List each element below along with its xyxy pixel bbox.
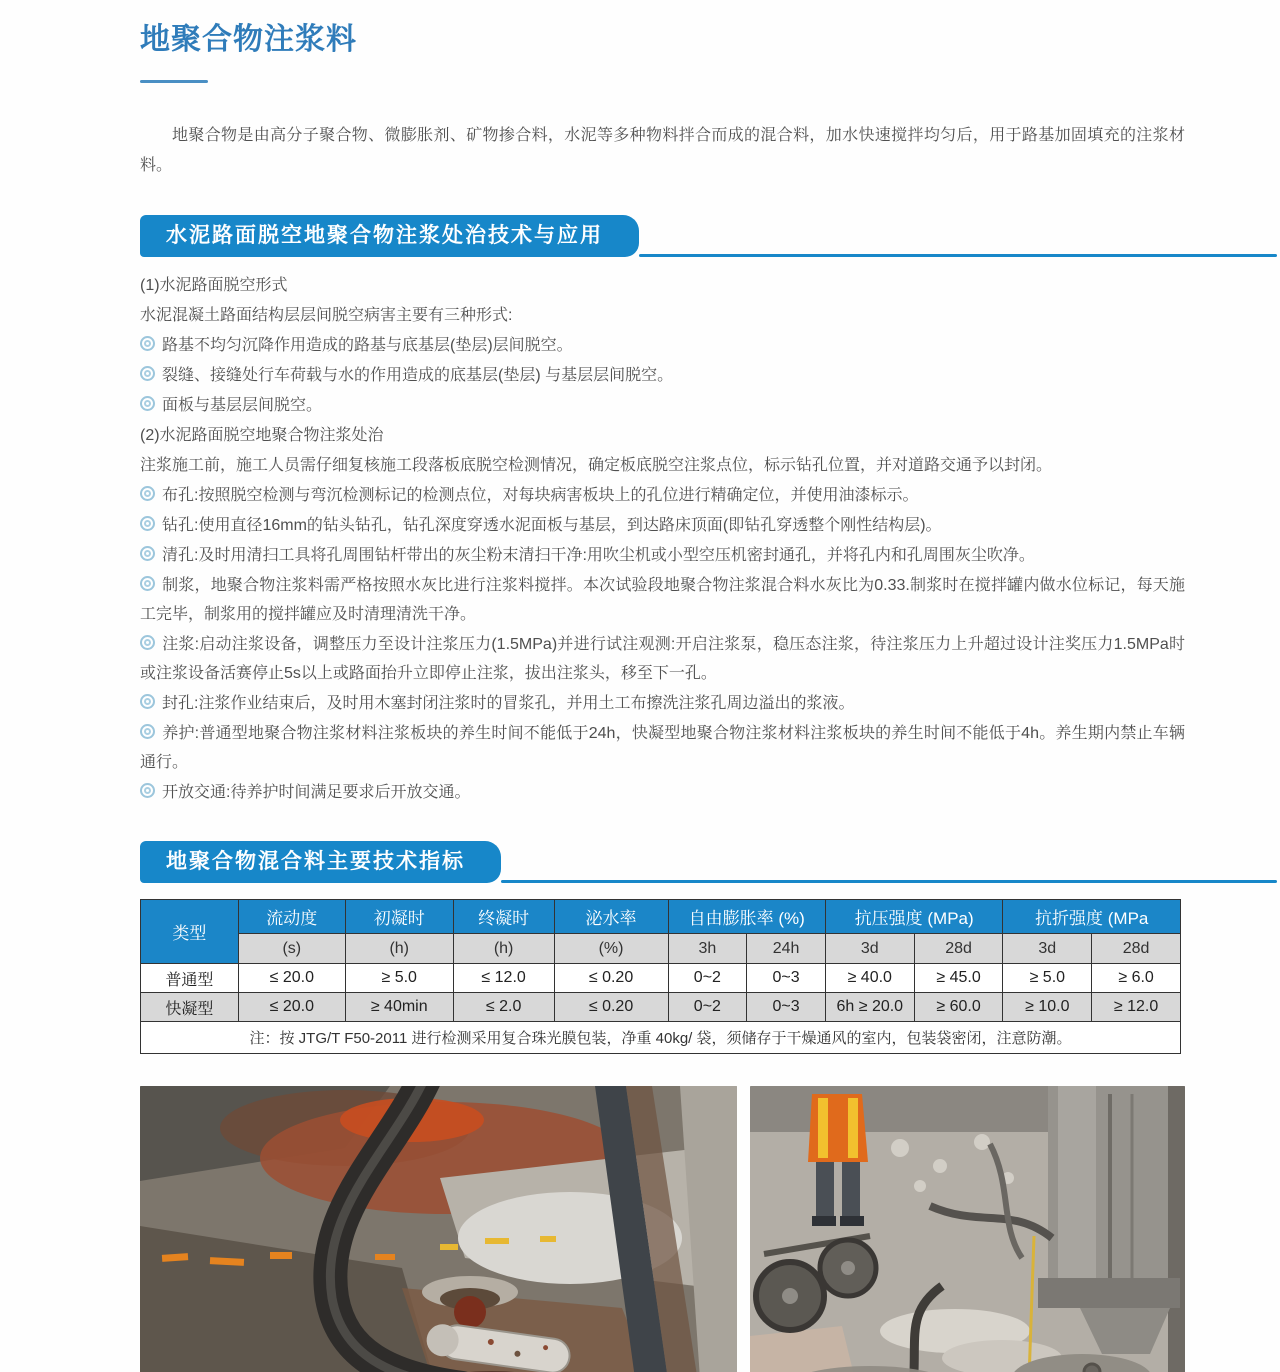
table-subheader: 3d bbox=[1003, 934, 1092, 964]
table-cell-type: 普通型 bbox=[141, 964, 239, 993]
ring-bullet-icon bbox=[140, 396, 155, 411]
table-note-row bbox=[141, 1022, 1181, 1054]
table-cell: ≤ 0.20 bbox=[554, 964, 668, 993]
section1-banner-row bbox=[140, 215, 1277, 257]
table-subheader: 28d bbox=[1092, 934, 1181, 964]
table-cell: ≥ 60.0 bbox=[914, 993, 1003, 1022]
photo-grouting-worksite bbox=[750, 1086, 1185, 1372]
table-cell: 0~2 bbox=[668, 964, 747, 993]
section2-banner: 地聚合物混合料主要技术指标 bbox=[140, 841, 501, 883]
table-cell: ≥ 10.0 bbox=[1003, 993, 1092, 1022]
ring-bullet-icon bbox=[140, 366, 155, 381]
ring-bullet-icon bbox=[140, 635, 155, 650]
table-subheader: 24h bbox=[747, 934, 826, 964]
table-cell: ≤ 20.0 bbox=[238, 993, 345, 1022]
table-header-type: 类型 bbox=[141, 900, 239, 964]
body-line bbox=[140, 421, 1185, 450]
page-title: 地聚合物注浆料 bbox=[140, 23, 357, 56]
body-line bbox=[140, 331, 1185, 360]
content-column bbox=[140, 0, 1185, 1372]
ring-bullet-icon bbox=[140, 783, 155, 798]
body-line bbox=[140, 719, 1185, 777]
procedure-text-block bbox=[140, 271, 1185, 807]
title-underline-rule bbox=[140, 80, 208, 83]
body-line-text: 裂缝、接缝处行车荷载与水的作用造成的底基层(垫层) 与基层层间脱空。 bbox=[162, 367, 674, 384]
section2-banner-tail-line bbox=[501, 880, 1277, 883]
body-line bbox=[140, 271, 1185, 300]
table-cell: 6h ≥ 20.0 bbox=[825, 993, 914, 1022]
ring-bullet-icon bbox=[140, 336, 155, 351]
section2-banner-row bbox=[140, 841, 1277, 883]
technical-spec-table bbox=[140, 899, 1181, 1054]
body-line bbox=[140, 630, 1185, 688]
table-cell: ≥ 45.0 bbox=[914, 964, 1003, 993]
body-line bbox=[140, 689, 1185, 718]
body-line-text: 清孔:及时用清扫工具将孔周围钻杆带出的灰尘粉末清扫干净:用吹尘机或小型空压机密封通孔，并将孔内和孔周围灰尘吹净。 bbox=[162, 547, 1035, 564]
body-line-text: (2)水泥路面脱空地聚合物注浆处治 bbox=[140, 427, 384, 444]
body-line bbox=[140, 541, 1185, 570]
table-cell: 0~3 bbox=[747, 964, 826, 993]
table-header: 终凝时 bbox=[453, 900, 554, 934]
body-line-text: 封孔:注浆作业结束后，及时用木塞封闭注浆时的冒浆孔，并用土工布擦洗注浆孔周边溢出的浆液。 bbox=[162, 695, 855, 712]
body-line-text: 路基不均匀沉降作用造成的路基与底基层(垫层)层间脱空。 bbox=[162, 337, 573, 354]
table-cell: 0~3 bbox=[747, 993, 826, 1022]
body-line-text: (1)水泥路面脱空形式 bbox=[140, 277, 288, 294]
table-note: 注：按 JTG/T F50-2011 进行检测采用复合珠光膜包装，净重 40kg/ 袋，须储存于干燥通风的室内，包装袋密闭，注意防潮。 bbox=[141, 1022, 1181, 1054]
photo-row bbox=[140, 1086, 1185, 1372]
table-subheader: (s) bbox=[238, 934, 345, 964]
table-cell: ≥ 6.0 bbox=[1092, 964, 1181, 993]
ring-bullet-icon bbox=[140, 724, 155, 739]
body-line-text: 水泥混凝土路面结构层层间脱空病害主要有三种形式: bbox=[140, 307, 513, 324]
ring-bullet-icon bbox=[140, 516, 155, 531]
body-line-text: 注浆:启动注浆设备，调整压力至设计注浆压力(1.5MPa)并进行试注观测:开启注浆泵，稳压态注浆，待注浆压力上升超过设计注奖压力1.5MPa时或注浆设备活赛停止5s以上或路面抬升立即停止注浆，拔出注浆头，移至下一孔。 bbox=[140, 636, 1185, 682]
body-line bbox=[140, 391, 1185, 420]
table-cell-type: 快凝型 bbox=[141, 993, 239, 1022]
body-line bbox=[140, 481, 1185, 510]
photo-grouting-hose-pavement bbox=[140, 1086, 737, 1372]
ring-bullet-icon bbox=[140, 546, 155, 561]
table-cell: ≤ 0.20 bbox=[554, 993, 668, 1022]
body-line bbox=[140, 361, 1185, 390]
section1-banner-tail-line bbox=[639, 254, 1277, 257]
section1-banner: 水泥路面脱空地聚合物注浆处治技术与应用 bbox=[140, 215, 639, 257]
table-header: 抗折强度 (MPa bbox=[1003, 900, 1181, 934]
table-header: 自由膨胀率 (%) bbox=[668, 900, 825, 934]
table-row bbox=[141, 964, 1181, 993]
table-cell: 0~2 bbox=[668, 993, 747, 1022]
ring-bullet-icon bbox=[140, 576, 155, 591]
body-line-text: 注浆施工前，施工人员需仔细复核施工段落板底脱空检测情况，确定板底脱空注浆点位，标示钻孔位置，并对道路交通予以封闭。 bbox=[140, 457, 1053, 474]
table-cell: ≤ 2.0 bbox=[453, 993, 554, 1022]
ring-bullet-icon bbox=[140, 694, 155, 709]
body-line bbox=[140, 778, 1185, 807]
body-line bbox=[140, 301, 1185, 330]
body-line-text: 养护:普通型地聚合物注浆材料注浆板块的养生时间不能低于24h，快凝型地聚合物注浆材料注浆板块的养生时间不能低于4h。养生期内禁止车辆通行。 bbox=[140, 725, 1185, 771]
body-line-text: 开放交通:待养护时间满足要求后开放交通。 bbox=[162, 784, 471, 801]
table-cell: ≥ 5.0 bbox=[345, 964, 453, 993]
table-header: 泌水率 bbox=[554, 900, 668, 934]
table-cell: ≥ 12.0 bbox=[1092, 993, 1181, 1022]
body-line bbox=[140, 451, 1185, 480]
table-subheader: 28d bbox=[914, 934, 1003, 964]
table-subheader: (h) bbox=[453, 934, 554, 964]
table-header: 抗压强度 (MPa) bbox=[825, 900, 1003, 934]
table-header: 流动度 bbox=[238, 900, 345, 934]
table-subheader: (h) bbox=[345, 934, 453, 964]
body-line-text: 制浆，地聚合物注浆料需严格按照水灰比进行注浆料搅拌。本次试验段地聚合物注浆混合料水灰比为0.33.制浆时在搅拌罐内做水位标记，每天施工完毕，制浆用的搅拌罐应及时清理清洗干净。 bbox=[140, 577, 1185, 623]
table-header: 初凝时 bbox=[345, 900, 453, 934]
table-subheader: 3h bbox=[668, 934, 747, 964]
table-cell: ≥ 40.0 bbox=[825, 964, 914, 993]
table-subheader: 3d bbox=[825, 934, 914, 964]
ring-bullet-icon bbox=[140, 486, 155, 501]
body-line-text: 面板与基层层间脱空。 bbox=[162, 397, 323, 414]
table-subheader: (%) bbox=[554, 934, 668, 964]
body-line bbox=[140, 571, 1185, 629]
body-line-text: 布孔:按照脱空检测与弯沉检测标记的检测点位，对每块病害板块上的孔位进行精确定位，并使用油漆标示。 bbox=[162, 487, 919, 504]
body-line-text: 钻孔:使用直径16mm的钻头钻孔，钻孔深度穿透水泥面板与基层，到达路床顶面(即钻孔穿透整个刚性结构层)。 bbox=[162, 517, 942, 534]
table-cell: ≤ 20.0 bbox=[238, 964, 345, 993]
table-cell: ≤ 12.0 bbox=[453, 964, 554, 993]
table-cell: ≥ 5.0 bbox=[1003, 964, 1092, 993]
intro-paragraph: 地聚合物是由高分子聚合物、微膨胀剂、矿物掺合料，水泥等多种物料拌合而成的混合料，加水快速搅拌均匀后，用于路基加固填充的注浆材料。 bbox=[140, 127, 1185, 174]
table-row bbox=[141, 993, 1181, 1022]
table-cell: ≥ 40min bbox=[345, 993, 453, 1022]
body-line bbox=[140, 511, 1185, 540]
